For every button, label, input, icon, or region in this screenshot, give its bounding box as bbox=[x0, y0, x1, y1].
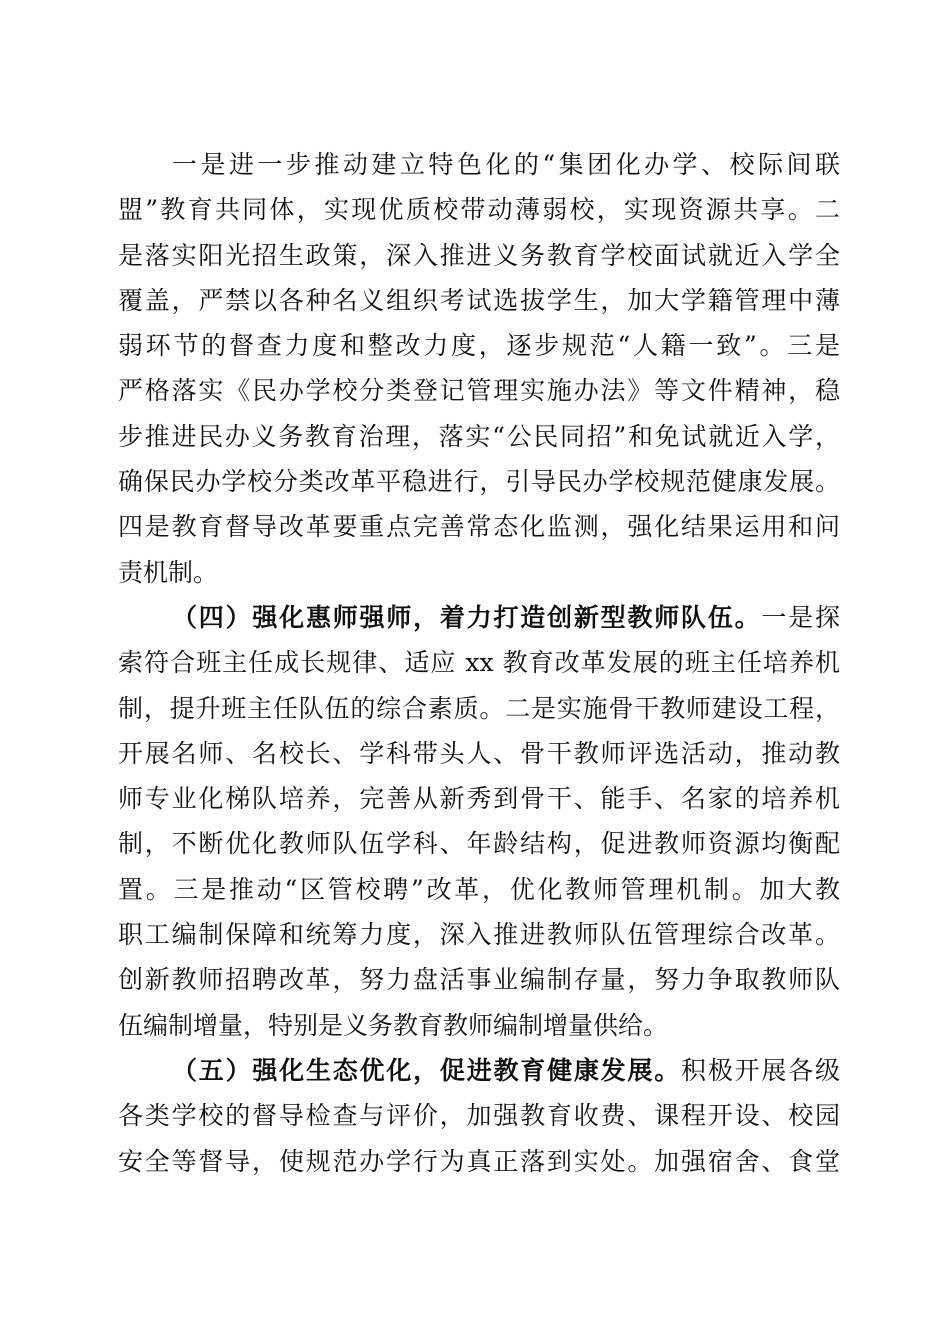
paragraph-line: 责机制。 bbox=[118, 557, 219, 587]
paragraph-line: 确保民办学校分类改革平稳进行，引导民办学校规范健康发展。 bbox=[118, 467, 840, 497]
paragraph-line: 四是教育督导改革要重点完善常态化监测，强化结果运用和问 bbox=[118, 512, 840, 542]
paragraph bbox=[118, 595, 840, 1048]
paragraph-line bbox=[118, 595, 840, 640]
document-body bbox=[118, 142, 840, 1184]
paragraph-line: 职工编制保障和统筹力度，深入推进教师队伍管理综合改革。 bbox=[118, 920, 840, 950]
section-heading: （四）强化惠师强师，着力打造创新型教师队伍。 bbox=[172, 602, 762, 632]
paragraph-line: 严格落实《民办学校分类登记管理实施办法》等文件精神，稳 bbox=[118, 376, 840, 406]
paragraph-line: 安全等督导，使规范办学行为真正落到实处。加强宿舍、食堂 bbox=[118, 1146, 840, 1176]
paragraph-line: 师专业化梯队培养，完善从新秀到骨干、能手、名家的培养机 bbox=[118, 784, 840, 814]
paragraph-line: 开展名师、名校长、学科带头人、骨干教师评选活动，推动教 bbox=[118, 738, 840, 768]
paragraph-line: 置。三是推动“区管校聘”改革，优化教师管理机制。加大教 bbox=[118, 874, 840, 904]
paragraph-line: 步推进民办义务教育治理，落实“公民同招”和免试就近入学， bbox=[118, 421, 840, 451]
paragraph bbox=[118, 1048, 840, 1184]
paragraph-line: 是落实阳光招生政策，深入推进义务教育学校面试就近入学全 bbox=[118, 240, 840, 270]
paragraph-line: 伍编制增量，特别是义务教育教师编制增量供给。 bbox=[118, 1010, 669, 1040]
paragraph-line bbox=[118, 1048, 840, 1093]
paragraph-text: 一是探 bbox=[761, 602, 840, 632]
paragraph bbox=[118, 142, 840, 595]
paragraph-line: 各类学校的督导检查与评价，加强教育收费、课程开设、校园 bbox=[118, 1101, 840, 1131]
paragraph-line: 一是进一步推动建立特色化的“集团化办学、校际间联 bbox=[172, 150, 840, 179]
section-heading: （五）强化生态优化，促进教育健康发展。 bbox=[172, 1055, 682, 1085]
paragraph-line: 索符合班主任成长规律、适应 xx 教育改革发展的班主任培养机 bbox=[118, 648, 840, 678]
paragraph-line: 盟”教育共同体，实现优质校带动薄弱校，实现资源共享。二 bbox=[118, 195, 840, 225]
paragraph-line: 弱环节的督查力度和整改力度，逐步规范“人籍一致”。三是 bbox=[118, 331, 840, 361]
paragraph-text: 积极开展各级 bbox=[681, 1055, 840, 1085]
paragraph-line: 制，不断优化教师队伍学科、年龄结构，促进教师资源均衡配 bbox=[118, 829, 840, 859]
paragraph-line: 覆盖，严禁以各种名义组织考试选拔学生，加大学籍管理中薄 bbox=[118, 285, 840, 315]
paragraph-line: 创新教师招聘改革，努力盘活事业编制存量，努力争取教师队 bbox=[118, 965, 840, 995]
paragraph-line: 制，提升班主任队伍的综合素质。二是实施骨干教师建设工程， bbox=[118, 693, 840, 723]
